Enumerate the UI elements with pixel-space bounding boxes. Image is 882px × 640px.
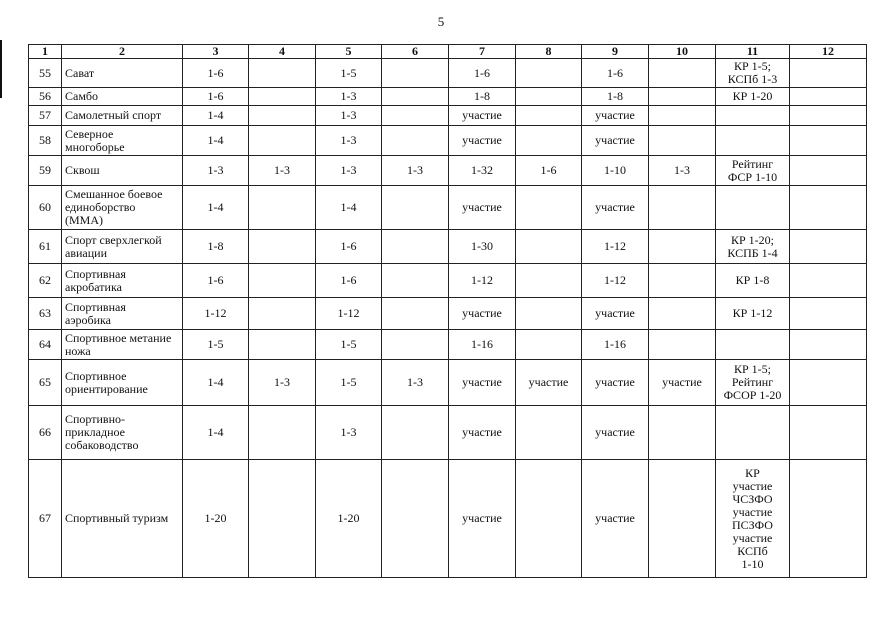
table-cell: [249, 298, 316, 330]
table-row: [29, 460, 867, 578]
sport-name: Самолетный спорт: [62, 106, 183, 126]
table-cell: 1-6: [316, 230, 382, 264]
table-cell: 1-16: [449, 330, 516, 360]
table-cell: 1-4: [183, 106, 249, 126]
table-cell: КР участие ЧСЗФО участие ПСЗФО участие КСПб 1-10: [716, 460, 790, 578]
row-number: 64: [29, 330, 62, 360]
table-cell: [790, 460, 867, 578]
table-cell: 1-12: [582, 230, 649, 264]
table-row: [29, 264, 867, 298]
table-cell: 1-4: [183, 126, 249, 156]
table-row: [29, 88, 867, 106]
table-cell: КР 1-5; КСПб 1-3: [716, 59, 790, 88]
table-cell: [649, 106, 716, 126]
table-cell: [790, 59, 867, 88]
table-cell: 1-12: [316, 298, 382, 330]
table-cell: 1-3: [183, 156, 249, 186]
table-cell: [516, 186, 582, 230]
table-cell: [516, 460, 582, 578]
row-number: 62: [29, 264, 62, 298]
table-cell: 1-3: [316, 88, 382, 106]
table-cell: 1-32: [449, 156, 516, 186]
table-cell: 1-20: [316, 460, 382, 578]
table-cell: [249, 126, 316, 156]
sport-name: Сквош: [62, 156, 183, 186]
table-cell: КР 1-5; Рейтинг ФСОР 1-20: [716, 360, 790, 406]
table-cell: [516, 88, 582, 106]
table-row: [29, 186, 867, 230]
sports-table: [28, 44, 867, 578]
table-cell: 1-5: [183, 330, 249, 360]
table-cell: [790, 88, 867, 106]
table-cell: [382, 264, 449, 298]
table-cell: КР 1-20; КСПБ 1-4: [716, 230, 790, 264]
table-cell: [249, 88, 316, 106]
table-cell: 1-3: [649, 156, 716, 186]
table-cell: [516, 230, 582, 264]
col-header: 8: [516, 45, 582, 59]
table-cell: [382, 330, 449, 360]
table-cell: [249, 330, 316, 360]
table-cell: [790, 406, 867, 460]
table-cell: 1-3: [316, 156, 382, 186]
table-row: [29, 156, 867, 186]
table-cell: участие: [449, 298, 516, 330]
table-cell: участие: [649, 360, 716, 406]
row-number: 63: [29, 298, 62, 330]
table-cell: [790, 230, 867, 264]
table-cell: участие: [582, 106, 649, 126]
table-cell: 1-6: [183, 59, 249, 88]
table-cell: 1-8: [582, 88, 649, 106]
table-cell: КР 1-12: [716, 298, 790, 330]
table-cell: [382, 126, 449, 156]
table-cell: 1-6: [183, 264, 249, 298]
col-header: 12: [790, 45, 867, 59]
sport-name: Сават: [62, 59, 183, 88]
table-row: [29, 126, 867, 156]
col-header: 4: [249, 45, 316, 59]
col-header: 7: [449, 45, 516, 59]
table-row: [29, 360, 867, 406]
table-cell: [382, 88, 449, 106]
table-cell: участие: [449, 460, 516, 578]
table-cell: участие: [516, 360, 582, 406]
table-cell: 1-30: [449, 230, 516, 264]
table-cell: [649, 298, 716, 330]
table-cell: 1-6: [582, 59, 649, 88]
table-cell: 1-10: [582, 156, 649, 186]
table-cell: [716, 186, 790, 230]
table-cell: [649, 264, 716, 298]
table-cell: [716, 126, 790, 156]
sport-name: Самбо: [62, 88, 183, 106]
table-cell: 1-4: [316, 186, 382, 230]
table-cell: участие: [582, 186, 649, 230]
table-cell: [649, 460, 716, 578]
col-header: 10: [649, 45, 716, 59]
table-cell: [716, 106, 790, 126]
table-cell: 1-12: [449, 264, 516, 298]
table-cell: 1-5: [316, 59, 382, 88]
table-cell: 1-5: [316, 360, 382, 406]
row-number: 57: [29, 106, 62, 126]
table-cell: 1-16: [582, 330, 649, 360]
row-number: 61: [29, 230, 62, 264]
table-cell: 1-6: [516, 156, 582, 186]
table-cell: 1-6: [183, 88, 249, 106]
table-cell: 1-12: [183, 298, 249, 330]
table-cell: 1-3: [316, 106, 382, 126]
table-cell: 1-3: [316, 406, 382, 460]
table-cell: [716, 406, 790, 460]
table-cell: КР 1-20: [716, 88, 790, 106]
table-cell: 1-4: [183, 406, 249, 460]
table-cell: участие: [582, 126, 649, 156]
table-cell: [249, 460, 316, 578]
table-row: [29, 59, 867, 88]
row-number: 55: [29, 59, 62, 88]
col-header: 6: [382, 45, 449, 59]
table-cell: 1-8: [449, 88, 516, 106]
row-number: 66: [29, 406, 62, 460]
table-cell: [382, 106, 449, 126]
table-cell: 1-3: [249, 360, 316, 406]
table-cell: [649, 330, 716, 360]
table-row: [29, 298, 867, 330]
table-cell: [516, 330, 582, 360]
row-number: 67: [29, 460, 62, 578]
table-cell: [382, 59, 449, 88]
table-cell: 1-6: [449, 59, 516, 88]
col-header: 1: [29, 45, 62, 59]
table-cell: [790, 264, 867, 298]
table-cell: участие: [449, 106, 516, 126]
table-cell: участие: [449, 360, 516, 406]
sport-name: Смешанное боевое единоборство (ММА): [62, 186, 183, 230]
sport-name: Спортивное ориентирование: [62, 360, 183, 406]
table-cell: участие: [449, 126, 516, 156]
table-cell: [649, 126, 716, 156]
table-row: [29, 230, 867, 264]
table-row: [29, 406, 867, 460]
table-cell: [649, 406, 716, 460]
table-cell: 1-6: [316, 264, 382, 298]
table-cell: 1-4: [183, 186, 249, 230]
table-cell: 1-4: [183, 360, 249, 406]
table-cell: 1-8: [183, 230, 249, 264]
table-cell: [716, 330, 790, 360]
table-row: [29, 106, 867, 126]
table-cell: [790, 156, 867, 186]
table-cell: 1-3: [382, 360, 449, 406]
col-header: 5: [316, 45, 382, 59]
table-cell: [382, 460, 449, 578]
table-cell: [516, 406, 582, 460]
table-cell: [516, 298, 582, 330]
table-cell: [649, 59, 716, 88]
table-cell: [790, 126, 867, 156]
row-number: 58: [29, 126, 62, 156]
row-number: 60: [29, 186, 62, 230]
sport-name: Спортивная аэробика: [62, 298, 183, 330]
table-cell: [249, 106, 316, 126]
table-cell: [516, 264, 582, 298]
table-cell: [516, 126, 582, 156]
table-cell: участие: [582, 360, 649, 406]
table-cell: [249, 406, 316, 460]
table-cell: [790, 360, 867, 406]
table-cell: [790, 186, 867, 230]
sport-name: Спортивно- прикладное собаководство: [62, 406, 183, 460]
row-number: 65: [29, 360, 62, 406]
table-cell: [249, 230, 316, 264]
table-cell: 1-3: [382, 156, 449, 186]
table-cell: [790, 330, 867, 360]
table-cell: участие: [582, 460, 649, 578]
table-cell: 1-3: [316, 126, 382, 156]
sport-name: Северное многоборье: [62, 126, 183, 156]
table-cell: [790, 106, 867, 126]
table-cell: Рейтинг ФСР 1-10: [716, 156, 790, 186]
table-cell: 1-5: [316, 330, 382, 360]
col-header: 9: [582, 45, 649, 59]
sport-name: Спортивная акробатика: [62, 264, 183, 298]
table-cell: [516, 59, 582, 88]
table-cell: участие: [582, 298, 649, 330]
col-header: 2: [62, 45, 183, 59]
row-number: 56: [29, 88, 62, 106]
table-cell: [516, 106, 582, 126]
table-cell: [382, 230, 449, 264]
table-cell: КР 1-8: [716, 264, 790, 298]
table-cell: [790, 298, 867, 330]
table-cell: [249, 59, 316, 88]
table-cell: [649, 186, 716, 230]
table-row: [29, 330, 867, 360]
table-cell: [382, 186, 449, 230]
margin-mark: [0, 40, 2, 98]
table-cell: [249, 186, 316, 230]
table-cell: 1-12: [582, 264, 649, 298]
sport-name: Спортивное метание ножа: [62, 330, 183, 360]
col-header: 3: [183, 45, 249, 59]
col-header: 11: [716, 45, 790, 59]
row-number: 59: [29, 156, 62, 186]
table-cell: участие: [582, 406, 649, 460]
table-cell: 1-20: [183, 460, 249, 578]
page-number: 5: [437, 14, 445, 29]
sport-name: Спортивный туризм: [62, 460, 183, 578]
table-cell: [649, 230, 716, 264]
header-row: [29, 45, 867, 59]
table-cell: участие: [449, 406, 516, 460]
table-cell: 1-3: [249, 156, 316, 186]
table-cell: [249, 264, 316, 298]
sport-name: Спорт сверхлегкой авиации: [62, 230, 183, 264]
table-cell: участие: [449, 186, 516, 230]
table-cell: [382, 298, 449, 330]
table-cell: [382, 406, 449, 460]
table-cell: [649, 88, 716, 106]
